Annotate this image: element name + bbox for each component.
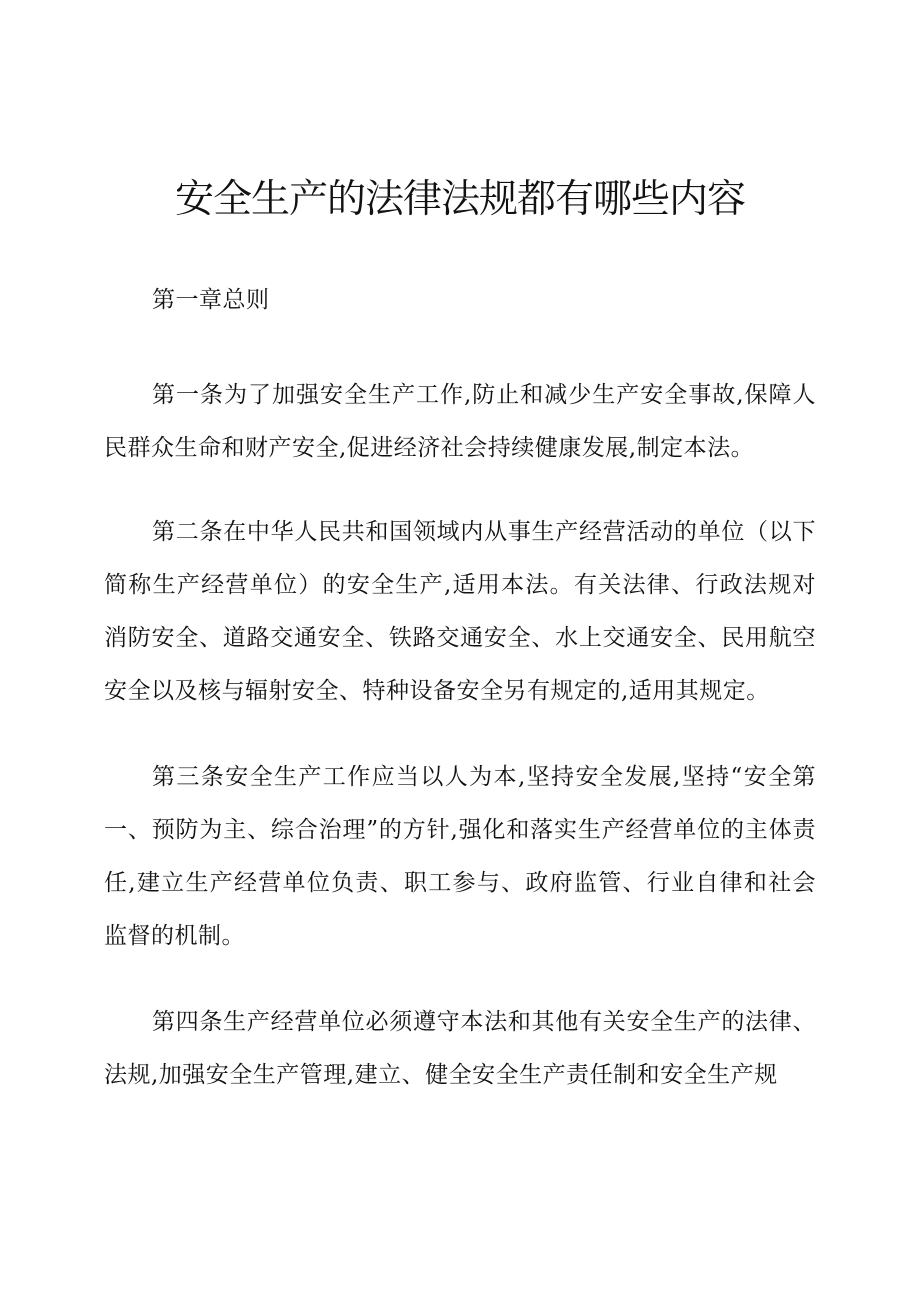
article-paragraph: 第一条为了加强安全生产工作,防止和减少生产安全事故,保障人民群众生命和财产安全,促进经济社会持续健康发展,制定本法。 [104,382,816,461]
chapter-heading: 第一章总则 [152,287,270,313]
article-paragraph: 第二条在中华人民共和国领域内从事生产经营活动的单位（以下简称生产经营单位）的安全生产,适用本法。有关法律、行政法规对消防安全、道路交通安全、铁路交通安全、水上交通安全、民用航空安全以及核与辐射安全、特种设备安全另有规定的,适用其规定。 [104,519,816,704]
article-paragraph: 第三条安全生产工作应当以人为本,坚持安全发展,坚持“安全第一、预防为主、综合治理”的方针,强化和落实生产经营单位的主体责任,建立生产经营单位负责、职工参与、政府监管、行业自律和社会监督的机制。 [104,764,816,949]
article-paragraph: 第四条生产经营单位必须遵守本法和其他有关安全生产的法律、法规,加强安全生产管理,建立、健全安全生产责任制和安全生产规 [104,1009,816,1088]
document-title: 安全生产的法律法规都有哪些内容 [174,177,745,222]
